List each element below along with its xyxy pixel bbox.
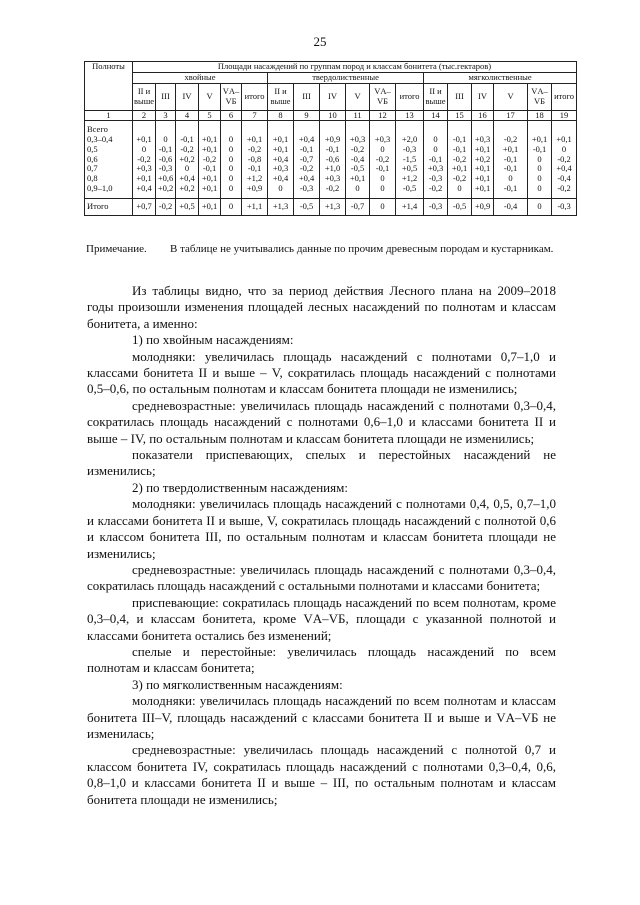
table-total-row (85, 198, 577, 215)
column-number-cell: 10 (320, 110, 346, 121)
note-label: Примечание. (86, 243, 147, 255)
column-number-cell: 16 (472, 110, 494, 121)
table-cell: +0,1 +0,1 +0,4 +0,3 +0,4 0 (268, 121, 294, 198)
column-number-cell: 17 (494, 110, 528, 121)
column-number-cell: 2 (133, 110, 156, 121)
column-number-cell: 13 (396, 110, 424, 121)
paragraph: показатели приспевающих, спелых и перестойных насаждений не изменились; (87, 447, 556, 479)
total-cell: -0,5 (294, 198, 320, 215)
table-cell: 0 0 -0,1 +0,3 -0,3 -0,2 (424, 121, 448, 198)
table-cell: +0,9 -0,1 -0,6 +1,0 +0,3 -0,2 (320, 121, 346, 198)
table-cell: -0,2 +0,1 -0,1 -0,1 0 -0,1 (494, 121, 528, 198)
table-cell: +2,0 -0,3 -1,5 +0,5 +1,2 -0,5 (396, 121, 424, 198)
column-number-cell: 15 (448, 110, 472, 121)
subheader-cell: VА– VБ (528, 83, 552, 110)
table-cell: Всего 0,3–0,4 0,5 0,6 0,7 0,8 0,9–1,0 (85, 121, 133, 198)
col-header-polnoty: Полноты (85, 62, 133, 111)
header-row-1 (85, 62, 577, 73)
total-cell: Итого (85, 198, 133, 215)
paragraph: Из таблицы видно, что за период действия Лесного плана на 2009–2018 годы произошли изменения площадей лесных насаждений по полнотам и классам бонитета, а именно: (87, 283, 556, 331)
header-row-3 (85, 83, 577, 110)
group-header-khvoynye: хвойные (133, 72, 268, 83)
subheader-cell: IV (176, 83, 199, 110)
subheader-cell: IV (320, 83, 346, 110)
column-number-cell: 3 (156, 110, 176, 121)
total-cell: -0,5 (448, 198, 472, 215)
table-cell: +0,1 0 -0,2 +0,4 -0,4 -0,2 (552, 121, 577, 198)
paragraph: молодняки: увеличилась площадь насаждений с полнотами 0,7–1,0 и классами бонитета II и выше – V, сократилась площадь насаждений с полнотами 0,5–0,6, по остальным полнотам и классам бонитета площади не изменились; (87, 348, 556, 397)
group-header-myagkolistvennye: мягколиственные (424, 72, 577, 83)
paragraph: 2) по твердолиственным насаждениям: (132, 479, 348, 495)
bonitet-table-wrap (84, 61, 577, 216)
subheader-cell: III (448, 83, 472, 110)
paragraph: приспевающие: сократилась площадь насаждений по всем полнотам, кроме 0,3–0,4, и классам бонитета, кроме VА–VБ, площади с указанной полнотой и классами бонитета остались без изменений; (87, 594, 556, 643)
column-number-cell: 19 (552, 110, 577, 121)
paragraph: спелые и перестойные: увеличилась площадь насаждений по всем полнотам и классам бонитета; (87, 643, 556, 676)
subheader-cell: V (346, 83, 370, 110)
total-cell: -0,7 (346, 198, 370, 215)
paragraph: средневозрастные: увеличилась площадь насаждений с полнотами 0,3–0,4, сократилась площадь насаждений с полнотами 0,6–1,0 и классами бонитета II и выше – IV, по остальным полнотам и классам бонитета площади не изменились; (87, 397, 556, 446)
body-text (87, 283, 556, 808)
table-cell: 0 0 0 0 0 0 (221, 121, 242, 198)
column-number-cell: 9 (294, 110, 320, 121)
subheader-cell: итого (242, 83, 268, 110)
table-body-row (85, 121, 577, 198)
total-cell: -0,3 (424, 198, 448, 215)
total-cell: -0,2 (156, 198, 176, 215)
total-cell: 0 (370, 198, 396, 215)
total-cell: 0 (528, 198, 552, 215)
total-cell: +0,5 (176, 198, 199, 215)
subheader-cell: V (494, 83, 528, 110)
subheader-cell: VА– VБ (370, 83, 396, 110)
table-cell: +0,1 +0,1 -0,2 -0,1 +0,1 +0,1 (199, 121, 221, 198)
column-number-cell: 4 (176, 110, 199, 121)
note-text: В таблице не учитывались данные по прочим древесным породам и кустарникам. (170, 243, 554, 255)
bonitet-table (84, 61, 577, 216)
total-cell: +0,1 (199, 198, 221, 215)
table-cell: +0,4 -0,1 -0,7 -0,2 +0,4 -0,3 (294, 121, 320, 198)
table-cell: +0,3 +0,1 +0,2 +0,1 +0,1 +0,1 (472, 121, 494, 198)
header-row-2 (85, 72, 577, 83)
column-number-cell: 14 (424, 110, 448, 121)
column-number-cell: 6 (221, 110, 242, 121)
paragraph: 1) по хвойным насаждениям: (132, 332, 294, 348)
total-cell: -0,4 (494, 198, 528, 215)
column-number-cell: 12 (370, 110, 396, 121)
total-cell: +1,3 (320, 198, 346, 215)
subheader-cell: V (199, 83, 221, 110)
paragraph: молодняки: увеличилась площадь насаждений по всем полнотам и классам бонитета III–V, площадь насаждений с классами бонитета II и выше и VА–VБ не изменилась; (87, 693, 556, 741)
table-note (86, 242, 556, 256)
table-cell: 0 -0,1 -0,6 -0,3 +0,6 +0,2 (156, 121, 176, 198)
subheader-cell: II и выше (424, 83, 448, 110)
total-cell: 0 (221, 198, 242, 215)
paragraph: средневозрастные: увеличилась площадь насаждений с полнотой 0,7 и классом бонитета IV, сократилась площадь насаждений с полнотами 0,3–0,4, 0,6, 0,8–1,0 и классами бонитета II и выше – III, по остальным полнотам и классам бонитета площади не изменились; (87, 742, 556, 807)
super-header: Площади насаждений по группам пород и классам бонитета (тыс.гектаров) (133, 62, 577, 73)
total-cell: -0,3 (552, 198, 577, 215)
page-number: 25 (313, 34, 327, 49)
total-cell: +1,4 (396, 198, 424, 215)
column-number-cell: 7 (242, 110, 268, 121)
paragraph: молодняки: увеличилась площадь насаждений с полнотами 0,4, 0,5, 0,7–1,0 и классами бонитета II и выше, V, сократилась площадь насаждений с полнотой 0,6 и классом бонитета III, по остальным полнотам и классам бонитета площади не изменились; (87, 496, 556, 561)
total-cell: +0,7 (133, 198, 156, 215)
subheader-cell: II и выше (133, 83, 156, 110)
table-cell: +0,1 0 -0,2 +0,3 +0,1 +0,4 (133, 121, 156, 198)
column-number-cell: 11 (346, 110, 370, 121)
column-number-cell: 1 (85, 110, 133, 121)
column-number-cell: 18 (528, 110, 552, 121)
total-cell: +0,9 (472, 198, 494, 215)
table-cell: +0,1 -0,1 0 0 0 0 (528, 121, 552, 198)
paragraph: 3) по мягколиственным насаждениям: (132, 676, 343, 692)
table-cell: +0,3 -0,2 -0,4 -0,5 +0,1 0 (346, 121, 370, 198)
total-cell: +1,3 (268, 198, 294, 215)
subheader-cell: III (156, 83, 176, 110)
subheader-cell: IV (472, 83, 494, 110)
table-cell: -0,1 -0,2 +0,2 0 +0,4 +0,2 (176, 121, 199, 198)
table-cell: +0,3 0 -0,2 -0,1 0 0 (370, 121, 396, 198)
subheader-cell: итого (396, 83, 424, 110)
paragraph: средневозрастные: увеличилась площадь насаждений с полнотами 0,3–0,4, сократилась площадь насаждений с остальными полнотами и классами бонитета; (87, 561, 556, 594)
total-cell: +1,1 (242, 198, 268, 215)
subheader-cell: II и выше (268, 83, 294, 110)
subheader-cell: итого (552, 83, 577, 110)
column-number-row (85, 110, 577, 121)
table-cell: +0,1 -0,2 -0,8 -0,1 +1,2 +0,9 (242, 121, 268, 198)
column-number-cell: 5 (199, 110, 221, 121)
column-number-cell: 8 (268, 110, 294, 121)
subheader-cell: III (294, 83, 320, 110)
subheader-cell: VА– VБ (221, 83, 242, 110)
group-header-tverdolistvennye: твердолиственные (268, 72, 424, 83)
table-cell: -0,1 -0,1 -0,2 +0,1 -0,2 0 (448, 121, 472, 198)
